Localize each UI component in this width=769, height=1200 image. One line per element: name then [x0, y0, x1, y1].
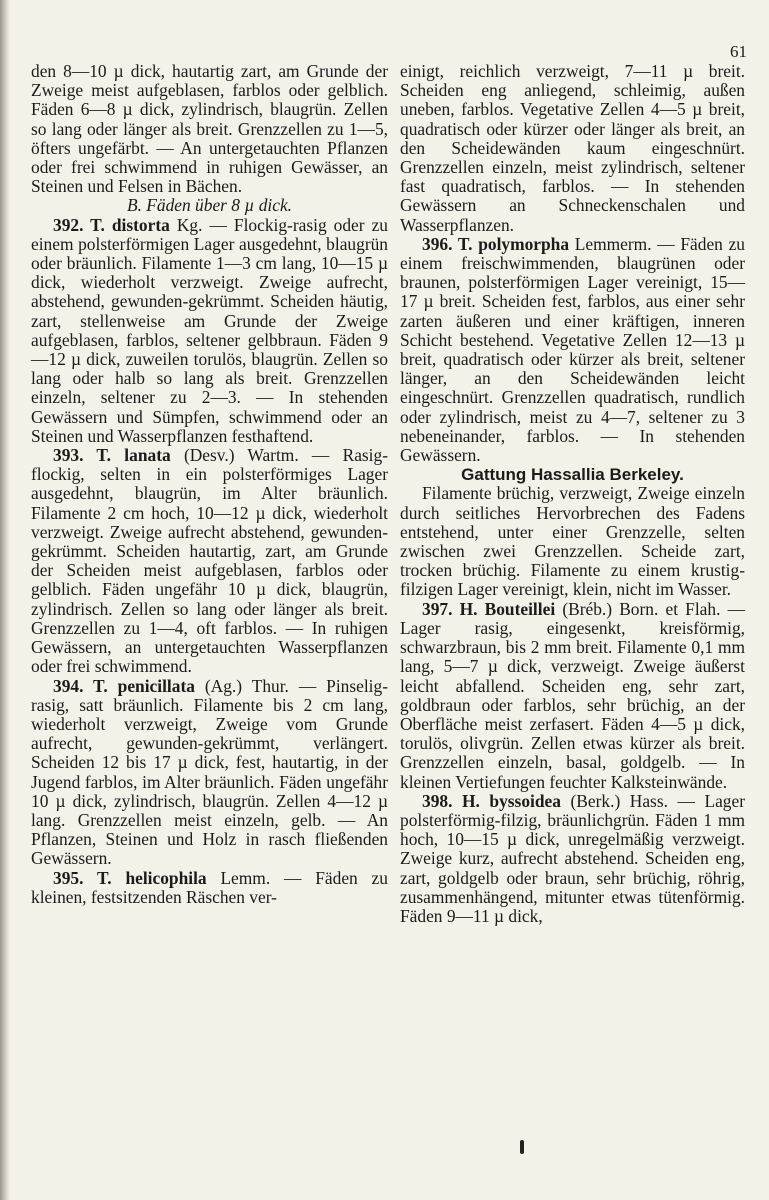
- species-entry-393: [31, 446, 388, 676]
- species-entry-394: [31, 677, 388, 869]
- authority: Lemm. —: [220, 867, 302, 888]
- entry-number: 392. T.: [53, 214, 105, 235]
- authority: (Ag.) Thur. —: [204, 675, 317, 696]
- species-name: distorta: [111, 214, 170, 235]
- description: Pinselig-rasig, satt bräunlich. Filamente bis 2 cm lang, wiederholt verzweigt, Zweige vom Grunde aufrecht, gewunden-gekrümmt, verlängert. Scheiden 12 bis 17 µ dick, fest, hautartig, in der Jugend farblos, im Alter bräunlich. Fäden ungefähr 10 µ dick, zylindrisch, blaugrün. Zellen 4—12 µ lang. Grenzzellen meist einzeln, gelb. — An Pflanzen, Steinen und Holz in rasch fließenden Gewässern.: [31, 675, 388, 869]
- genus-description: Filamente brüchig, verzweigt, Zweige einzeln durch seitliches Hervorbrechen des Fadens entstehend, unter einer Grenzzelle, selten zwischen zwei Grenzzellen. Scheide zart, trocken brüchig. Filamente zu einem krustig-filzigen Lager vereinigt, klein, nicht im Wasser.: [400, 483, 745, 600]
- binding-gutter: [0, 0, 10, 1200]
- genus-heading: Gattung Hassallia Berkeley.: [461, 465, 684, 485]
- authority: Kg. —: [176, 214, 227, 235]
- page-number: 61: [730, 42, 747, 61]
- species-name: penicillata: [117, 675, 195, 696]
- authority: Lemmerm. —: [574, 233, 675, 254]
- species-entry-397: [400, 600, 745, 792]
- species-name: helicophila: [125, 867, 207, 888]
- continuation-paragraph: den 8—10 µ dick, hautartig zart, am Grunde der Zweige meist aufgeblasen, farblos oder gelblich. Fäden 6—8 µ dick, zylindrisch, blaugrün. Zellen so lang oder länger als breit. Grenzzellen zu 1—5, öfters ungefärbt. — An untergetauchten Pflanzen oder frei schwimmend in ruhigen Gewässer, an Steinen und Felsen in Bächen.: [31, 61, 388, 197]
- description: Lager rasig, eingesenkt, kreisförmig, schwarzbraun, bis 2 mm breit. Filamente 0,1 mm lang, 5—7 µ dick, verzweigt. Zweige äußerst leicht abfallend. Scheiden eng, sehr zart, goldbraun oder farblos, sehr brüchig, an der Oberfläche meist zerfasert. Fäden 4—5 µ dick, torulös, olivgrün. Zellen etwas kürzer als breit. Grenzzellen einzeln, basal, goldgelb. — In kleinen Vertiefungen feuchter Kalksteinwände.: [400, 617, 745, 792]
- entry-number: 397. H.: [422, 598, 478, 619]
- description: Fäden zu einem freischwimmenden, blaugrünen oder braunen, polsterförmigen Lager vereinigt, 15—17 µ breit. Scheiden fest, farblos, aus einer sehr zarten äußeren und einer kräftigen, inneren Schicht bestehend. Vegetative Zellen 12—13 µ breit, quadratisch oder kürzer als breit, seltener länger, an den Scheidewänden leicht eingeschnürt. Grenzzellen quadratisch, rundlich oder zylindrisch, meist zu 4—7, seltener zu 3 nebeneinander, farblos. — In stehenden Gewässern.: [400, 233, 745, 466]
- description: Lager polsterförmig-filzig, bräunlichgrün. Fäden 1 mm hoch, 10—15 µ dick, unregelmäßig verzweigt. Zweige kurz, aufrecht abstehend. Scheiden eng, zart, goldgelb oder braun, sehr brüchig, röhrig, zusammenhängend, mitunter etwas tütenförmig. Fäden 9—11 µ dick,: [400, 790, 746, 926]
- description: Fäden zu kleinen, festsitzenden Räschen ver-: [31, 867, 388, 907]
- species-name: Bouteillei: [484, 598, 556, 619]
- subheading: B. Fäden über 8 µ dick.: [126, 195, 293, 216]
- entry-number: 394. T.: [53, 675, 108, 696]
- entry-number: 398. H.: [422, 790, 480, 811]
- left-column: [31, 62, 388, 907]
- entry-number: 393. T.: [53, 445, 112, 466]
- description: Flockig-rasig oder zu einem polsterförmigen Lager ausgedehnt, blaugrün oder bräunlich. Filamente 1—3 cm lang, 10—15 µ dick, wiederholt verzweigt. Zweige aufrecht, abstehend, gewunden-gekrümmt. Scheiden häutig, zart, stellenweise am Grunde der Zweige aufgeblasen, farblos, seltener gelbbraun. Fäden 9—12 µ dick, zuweilen torulös, blaugrün. Zellen so lang oder halb so lang als breit. Grenzzellen einzeln, seltener zu 2—3. — In stehenden Gewässern und Sümpfen, schwimmend oder an Steinen und Wasserpflanzen festhaftend.: [31, 214, 389, 446]
- description: Rasig-flockig, selten in ein polsterförmiges Lager ausgedehnt, blaugrün, im Alter bräunlich. Filamente 2 cm hoch, 10—12 µ dick, wiederholt verzweigt. Zweige aufrecht abstehend, gewunden-gekrümmt. Scheiden hautartig, zart, am Grunde der Scheiden meist aufgeblasen, farblos oder gelblich. Fäden ungefähr 10 µ dick, blaugrün, zylindrisch. Zellen so lang oder länger als breit. Grenzzellen zu 1—4, oft farblos. — In ruhigen Gewässern, an untergetauchten Wasserpflanzen oder frei schwimmend.: [31, 445, 388, 677]
- species-entry-396: [400, 235, 745, 465]
- species-name: byssoidea: [489, 790, 561, 811]
- species-entry-395: [31, 869, 388, 907]
- ink-mark: [520, 1140, 524, 1154]
- continuation-paragraph: einigt, reichlich verzweigt, 7—11 µ breit. Scheiden eng anliegend, schleimig, außen uneben, farblos. Vegetative Zellen 4—5 µ breit, quadratisch oder kürzer oder länger als breit, an den Scheidewänden kaum eingeschnürt. Grenzzellen einzeln, meist zylindrisch, seltener fast quadratisch, farblos. — In stehenden Gewässern an Schneckenschalen und Wasserpflanzen.: [400, 61, 745, 235]
- species-entry-392: [31, 216, 388, 446]
- species-name: polymorpha: [478, 233, 570, 254]
- authority: (Bréb.) Born. et Flah. —: [562, 598, 745, 619]
- species-name: lanata: [124, 445, 171, 466]
- authority: (Desv.) Wartm. —: [183, 445, 330, 466]
- species-entry-398: [400, 792, 745, 926]
- entry-number: 396. T.: [422, 233, 473, 254]
- right-column: [400, 62, 745, 926]
- authority: (Berk.) Hass. —: [570, 790, 695, 811]
- entry-number: 395. T.: [53, 867, 112, 888]
